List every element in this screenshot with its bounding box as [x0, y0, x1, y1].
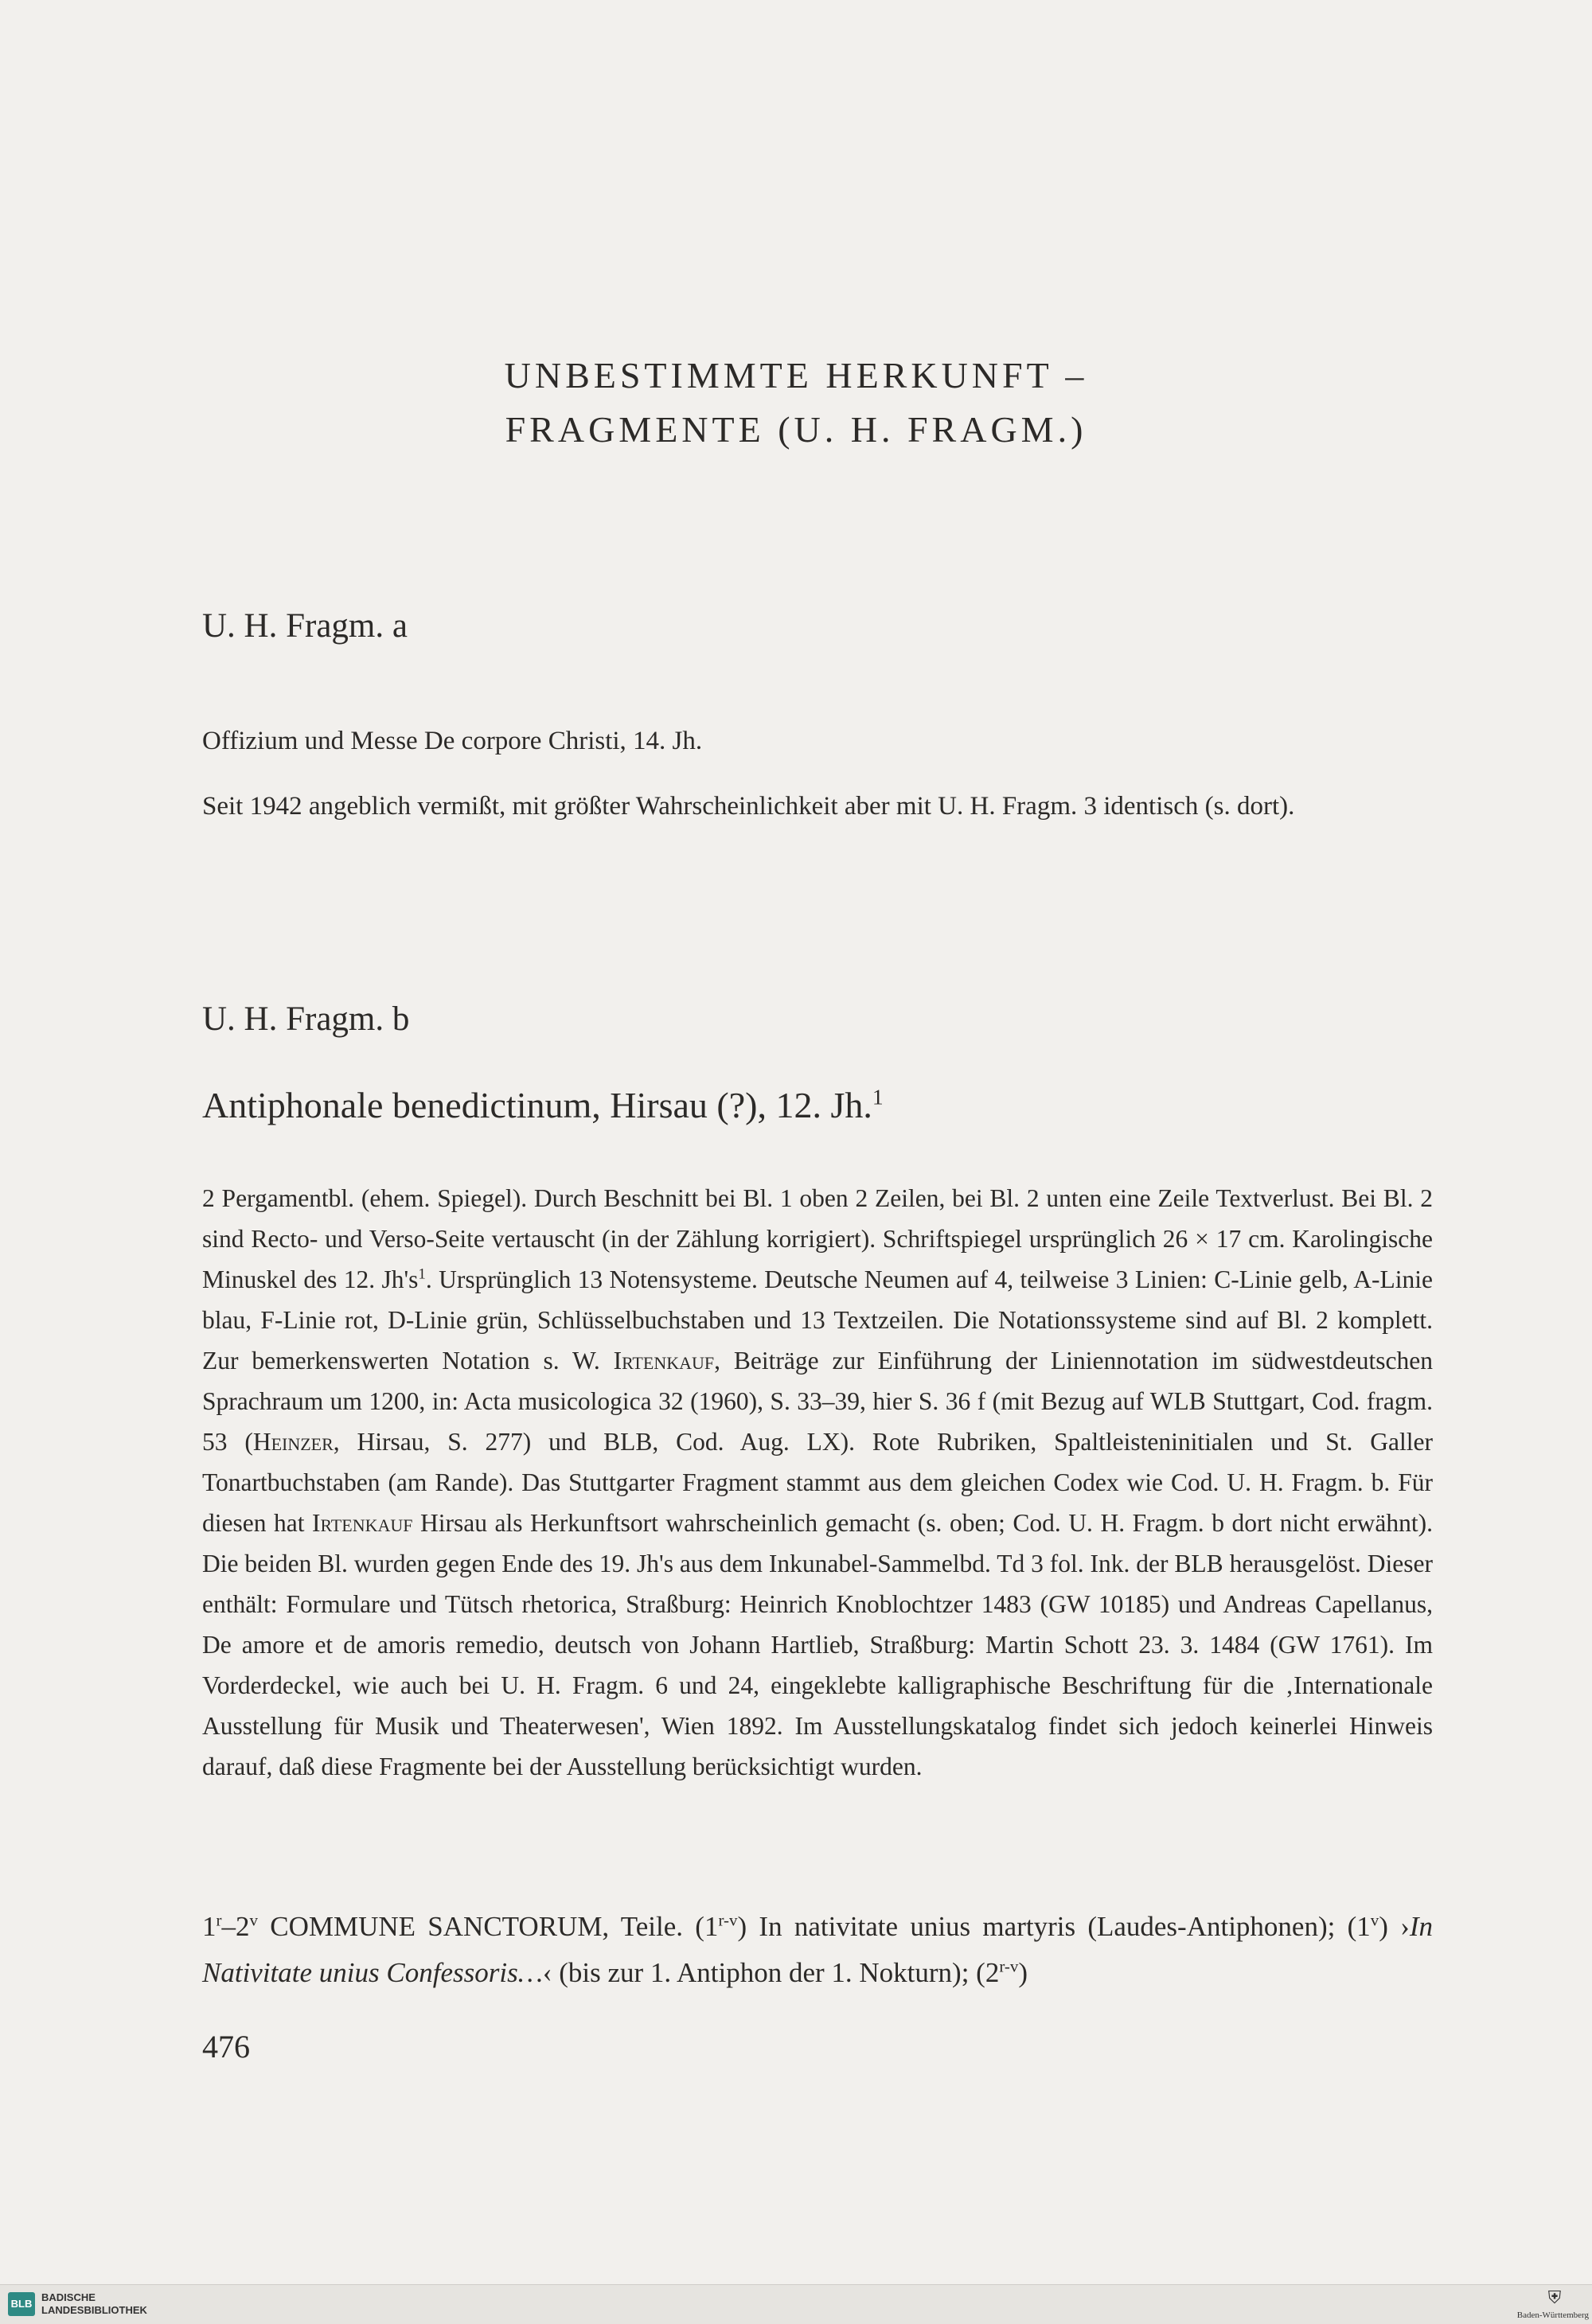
contents-text: ) › — [1379, 1911, 1410, 1942]
rubric-italic: In Nativitate unius Confessoris… — [202, 1911, 1433, 1988]
folio-ref: 1 — [202, 1911, 217, 1942]
desc-part-3: , Beiträge zur Einführung der Liniennotation im südwestdeutschen Sprachraum um 1200, in: Acta musicologica 32 (1960), S. 33–39, hier S. 36 f (mit Bezug auf WLB Stuttgart, Cod. fragm. 53 ( — [202, 1347, 1433, 1456]
page-number: 476 — [202, 2029, 250, 2065]
contents-text: ) In nativitate unius martyris (Laudes-Antiphonen); (1 — [737, 1911, 1371, 1942]
library-name[interactable] — [41, 2291, 147, 2317]
folio-side: r — [216, 1910, 222, 1930]
folio-ref: –2 — [221, 1911, 250, 1942]
heading-line-1: UNBESTIMMTE HERKUNFT – — [504, 355, 1088, 396]
viewer-footer — [0, 2284, 1592, 2324]
contents-text: ‹ (bis zur 1. Antiphon der 1. Nokturn); (2 — [542, 1957, 1000, 1988]
section-a-subtitle: Offizium und Messe De corpore Christi, 14. Jh. — [202, 727, 703, 755]
author-name: Irtenkauf — [613, 1347, 715, 1375]
library-name-line-1: BADISCHE — [41, 2291, 96, 2303]
heading-line-2: FRAGMENTE (U. H. FRAGM.) — [505, 409, 1087, 450]
section-b-subtitle-text: Antiphonale benedictinum, Hirsau (?), 12. Jh. — [202, 1085, 872, 1125]
desc-part-1: 2 Pergamentbl. (ehem. Spiegel). Durch Beschnitt bei Bl. 1 oben 2 Zeilen, bei Bl. 2 unten eine Zeile Textverlust. Bei Bl. 2 sind Recto- und Verso-Seite vertauscht (in der Zählung korrigiert). Schriftspiegel ursprünglich 26 × 17 cm. Karolingische Minuskel des 12. Jh's — [202, 1184, 1433, 1293]
contents-text: ) — [1018, 1957, 1028, 1988]
section-a-title: U. H. Fragm. a — [202, 607, 408, 645]
library-name-line-2: LANDESBIBLIOTHEK — [41, 2304, 147, 2316]
section-b-subtitle — [202, 1084, 884, 1126]
folio-side: v — [1370, 1910, 1379, 1930]
page-heading — [0, 349, 1592, 457]
coat-of-arms-icon: ⛨ — [1547, 2288, 1562, 2308]
section-b-description — [202, 1178, 1433, 1787]
desc-part-5: Hirsau als Herkunftsort wahrscheinlich gemacht (s. oben; Cod. U. H. Fragm. b dort nicht erwähnt). Die beiden Bl. wurden gegen Ende des 19. Jh's aus dem Inkunabel-Sammelbd. Td 3 fol. Ink. der BLB herausgelöst. Dieser enthält: Formulare und Tütsch rhetorica, Straßburg: Heinrich Knoblochtzer 1483 (GW 10185) und Andreas Capellanus, De amore et de amoris remedio, deutsch von Johann Hartlieb, Straßburg: Martin Schott 23. 3. 1484 (GW 1761). Im Vorderdeckel, wie auch bei U. H. Fragm. 6 und 24, eingeklebte kalligraphische Beschriftung für die ‚Internationale Ausstellung für Musik und Theaterwesen', Wien 1892. Im Ausstellungskatalog findet sich jedoch keinerlei Hinweis darauf, daß diese Fragmente bei der Ausstellung berücksichtigt wurden. — [202, 1509, 1433, 1780]
folio-side: r-v — [718, 1910, 738, 1930]
folio-side: v — [249, 1910, 258, 1930]
desc-part-2: . Ursprünglich 13 Notensysteme. Deutsche Neumen auf 4, teilweise 3 Linien: C-Linie gelb, A-Linie blau, F-Linie rot, D-Linie grün, Schlüsselbuchstaben und 13 Textzeilen. Die Notationssysteme sind auf Bl. 2 komplett. Zur bemerkenswerten Notation s. W. — [202, 1265, 1433, 1375]
folio-side: r-v — [999, 1956, 1019, 1976]
author-name: Heinzer — [252, 1428, 334, 1456]
blb-logo-icon[interactable]: BLB — [8, 2292, 35, 2316]
contents-text: COMMUNE SANCTORUM, Teile. (1 — [258, 1911, 719, 1942]
footnote-ref: 1 — [872, 1084, 884, 1109]
contents-entry — [202, 1904, 1433, 1996]
section-b-title: U. H. Fragm. b — [202, 1000, 410, 1038]
section-a-text: Seit 1942 angeblich vermißt, mit größter Wahrscheinlichkeit aber mit U. H. Fragm. 3 identisch (s. dort). — [202, 792, 1295, 821]
state-name: Baden-Württemberg — [1516, 2310, 1589, 2320]
desc-part-4: , Hirsau, S. 277) und BLB, Cod. Aug. LX). Rote Rubriken, Spaltleisteninitialen und St. Galler Tonartbuchstaben (am Rande). Das Stuttgarter Fragment stammt aus dem gleichen Codex wie Cod. U. H. Fragm. b. Für diesen hat — [202, 1428, 1433, 1537]
bleed-through-text — [199, 119, 1433, 1035]
author-name: Irtenkauf — [311, 1509, 413, 1537]
footnote-ref: 1 — [418, 1265, 426, 1283]
